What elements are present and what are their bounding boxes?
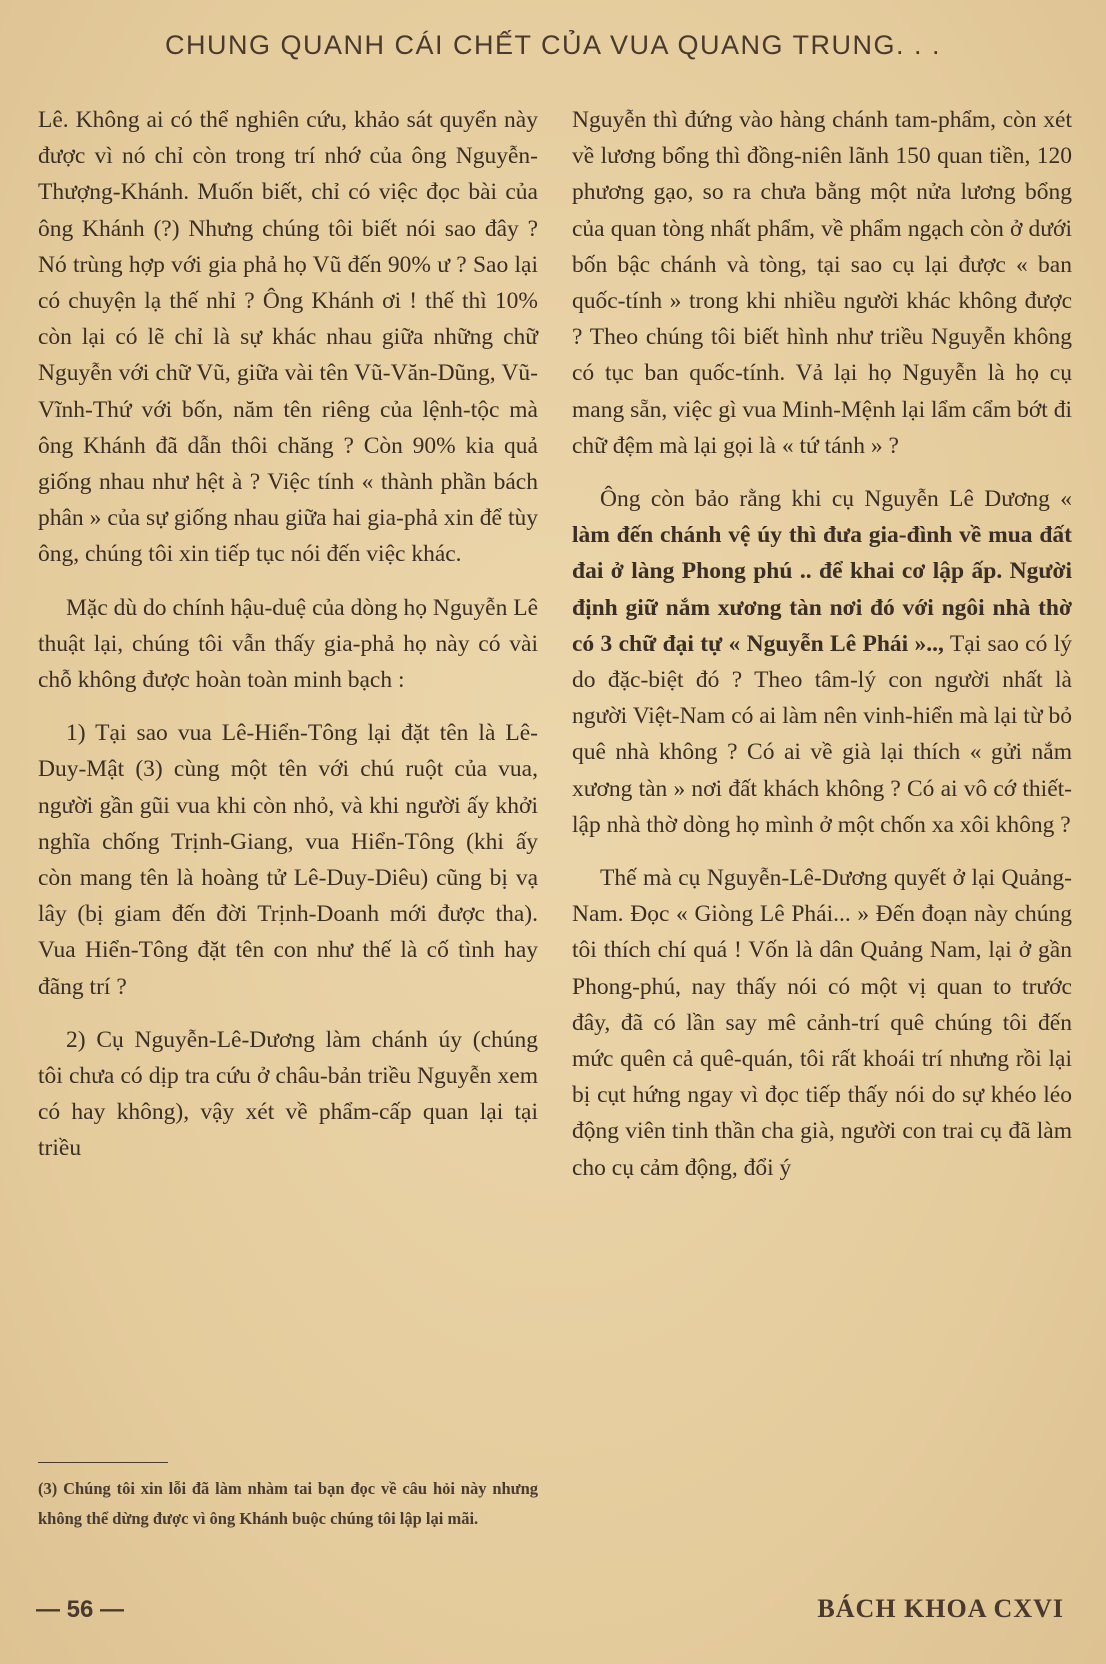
paragraph: Mặc dù do chính hậu-duệ của dòng họ Nguyễn Lê thuật lại, chúng tôi vẫn thấy gia-phả họ này có vài chỗ không được hoàn toàn minh bạch : [38, 594, 538, 694]
paragraph: Lê. Không ai có thể nghiên cứu, khảo sát quyển này được vì nó chỉ còn trong trí nhớ của ông Nguyễn-Thượng-Khánh. Muốn biết, chỉ có việc đọc bài của ông Khánh (?) Nhưng chúng tôi biết nói sao đây ? Nó trùng hợp với gia phả họ Vũ đến 90% ư ? Sao lại có chuyện lạ thế nhỉ ? Ông Khánh ơi ! thế thì 10% còn lại có lẽ chỉ là sự khác nhau giữa những chữ Nguyễn với chữ Vũ, giữa vài tên Vũ-Văn-Dũng, Vũ-Vĩnh-Thứ với bốn, năm tên riêng của lệnh-tộc mà ông Khánh đã dẫn thôi chăng ? Còn 90% kia quả giống nhau như hệt à ? Việc tính « thành phần bách phân » của sự giống nhau giữa hai gia-phả xin để tùy ông, chúng tôi xin tiếp tục nói đến việc khác. [38, 107, 538, 568]
paragraph: 1) Tại sao vua Lê-Hiển-Tông lại đặt tên là Lê-Duy-Mật (3) cùng một tên với chú ruột của vua, người gần gũi vua khi còn nhỏ, và khi người ấy khởi nghĩa chống Trịnh-Giang, vua Hiển-Tông (khi ấy còn mang tên là hoàng tử Lê-Duy-Diêu) cũng bị vạ lây (bị giam đến đời Trịnh-Doanh mới được tha). Vua Hiển-Tông đặt tên con như thế là cố tình hay đãng trí ? [38, 720, 538, 1000]
running-header: CHUNG QUANH CÁI CHẾT CỦA VUA QUANG TRUNG. . . [164, 30, 942, 60]
page-number: — 56 — [36, 1596, 125, 1623]
right-column [572, 102, 1072, 1203]
left-column [38, 102, 538, 1184]
magazine-issue: BÁCH KHOA CXVI [817, 1594, 1064, 1623]
paragraph-text: Tại sao có lý do đặc-biệt đó ? Theo tâm-lý con người nhất là người Việt-Nam có ai làm nên vinh-hiển mà lại từ bỏ quê nhà không ? Có ai về già lại thích « gửi nắm xương tàn » nơi đất khách không ? Có ai vô cớ thiết-lập nhà thờ dòng họ mình ở một chốn xa xôi không ? [572, 630, 1072, 838]
paragraph: 2) Cụ Nguyễn-Lê-Dương làm chánh úy (chúng tôi chưa có dịp tra cứu ở châu-bản triều Nguyễn xem có hay không), vậy xét về phẩm-cấp quan lại tại triều [38, 1026, 538, 1162]
quoted-bold-text: làm đến chánh vệ úy thì đưa gia-đình về mua đất đai ở làng Phong phú .. để khai cơ lập ấp. Người định giữ nắm xương tàn nơi đó với ngôi nhà thờ có 3 chữ đại tự « Nguyễn Lê Phái ».., [572, 522, 1072, 657]
paragraph: Nguyễn thì đứng vào hàng chánh tam-phẩm, còn xét về lương bổng thì đồng-niên lãnh 150 quan tiền, 120 phương gạo, so ra chưa bằng một nửa lương bổng của quan tòng nhất phẩm, về phẩm ngạch còn ở dưới bốn bậc chánh và tòng, tại sao cụ lại được « ban quốc-tính » trong khi nhiều người khác không được ? Theo chúng tôi biết hình như triều Nguyễn không có tục ban quốc-tính. Vả lại họ Nguyễn là họ cụ mang sẵn, việc gì vua Minh-Mệnh lại lẩm cẩm bớt đi chữ đệm mà lại gọi là « tứ tánh » ? [572, 107, 1072, 459]
paragraph [572, 481, 1072, 843]
footnote: (3) Chúng tôi xin lỗi đã làm nhàm tai bạn đọc về câu hỏi này nhưng không thể dừng được vì ông Khánh buộc chúng tôi lập lại mãi. [38, 1479, 538, 1528]
paragraph: Thế mà cụ Nguyễn-Lê-Dương quyết ở lại Quảng-Nam. Đọc « Giòng Lê Phái... » Đến đoạn này chúng tôi thích chí quá ! Vốn là dân Quảng Nam, lại ở gần Phong-phú, nay thấy nói có một vị quan to trước đây, đã có lần say mê cảnh-trí quê chúng tôi đến mức quên cả quê-quán, tôi rất khoái trí nhưng rồi lại bị cụt hứng ngay vì đọc tiếp thấy nói do sự khéo léo động viên tinh thần cha già, người con trai cụ đã làm cho cụ cảm động, đổi ý [572, 865, 1072, 1181]
footnote-rule [38, 1462, 168, 1463]
paragraph-text: Ông còn bảo rằng khi cụ Nguyễn Lê Dương « [600, 486, 1072, 513]
